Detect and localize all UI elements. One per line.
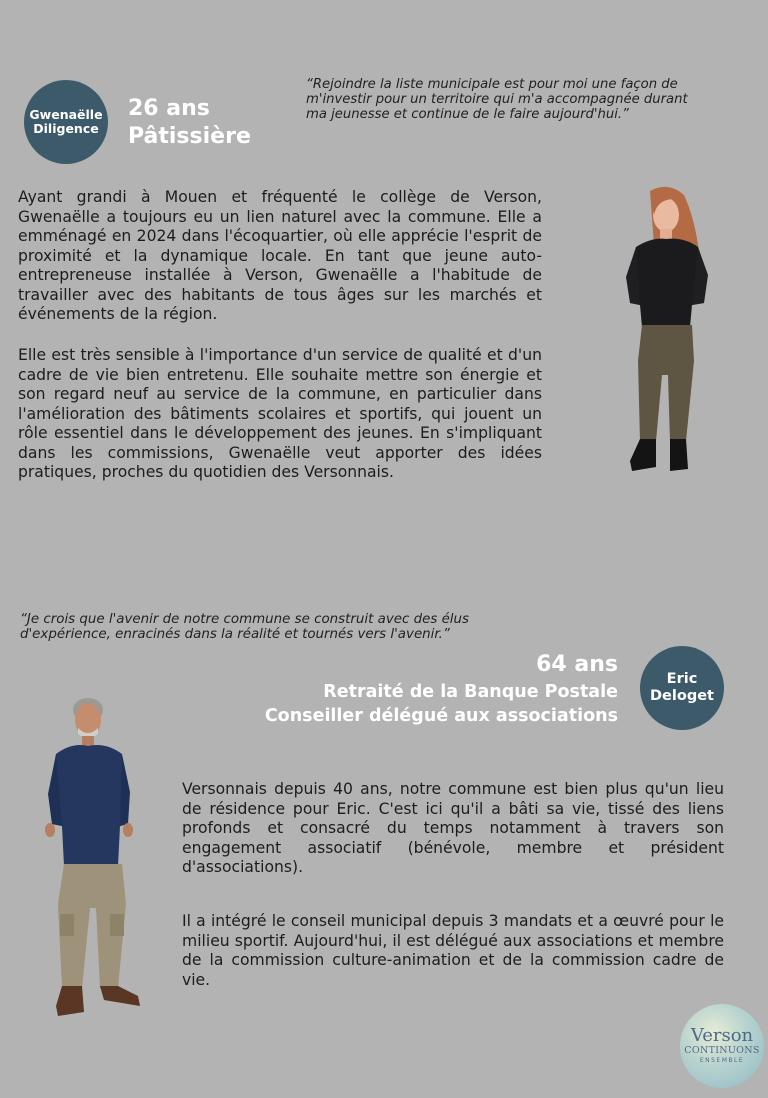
eric-photo <box>42 694 152 1024</box>
quote-eric <box>20 612 560 642</box>
quote-line: “Rejoindre la liste municipale est pour moi une façon de <box>306 77 678 92</box>
first-name: Gwenaëlle <box>29 106 103 122</box>
first-name: Eric <box>666 671 698 688</box>
last-name: Deloget <box>650 688 714 704</box>
logo-tagline: ENSEMBLE <box>699 1057 745 1064</box>
role-heading: Retraité de la Banque Postale <box>323 682 618 702</box>
name-badge-eric <box>640 646 724 730</box>
occupation-heading: Pâtissière <box>128 124 251 149</box>
name-badge-gwenaelle <box>24 80 108 164</box>
gwenaelle-photo <box>612 185 722 477</box>
bio-paragraph: Versonnais depuis 40 ans, notre commune est bien plus qu'un lieu de résidence pour Eric. C'est ici qu'il a bâti sa vie, tissé des liens profonds et consacré du temps notamment à travers son engagement associatif (bénévole, membre et président d'associations). <box>182 780 724 876</box>
bio-paragraph: Il a intégré le conseil municipal depuis 3 mandats et a œuvré pour le milieu sportif. Aujourd'hui, il est délégué aux associations et membre de la commission culture-animation et de la commission cadre de vie. <box>182 912 724 989</box>
verson-logo <box>680 1004 764 1088</box>
bio-paragraph: Ayant grandi à Mouen et fréquenté le collège de Verson, Gwenaëlle a toujours eu un lien naturel avec la commune. Elle a emménagé en 2024 dans l'écoquartier, où elle apprécie l'esprit de proximité et la dynamique locale. En tant que jeune auto-entrepreneuse installée à Verson, Gwenaëlle a l'habitude de travailler avec des habitants de tous âges sur les marchés et événements de la région. <box>18 188 542 323</box>
quote-line: ma jeunesse et continue de le faire aujourd'hui.” <box>306 107 629 122</box>
last-name: Diligence <box>33 121 99 136</box>
quote-gwenaelle <box>306 77 746 122</box>
quote-line: “Je crois que l'avenir de notre commune se construit avec des élus <box>20 612 469 627</box>
age-heading: 64 ans <box>536 652 618 677</box>
quote-line: d'expérience, enracinés dans la réalité et tournés vers l'avenir.” <box>20 627 450 642</box>
logo-subtitle: CONTINUONS <box>684 1045 760 1056</box>
role-heading: Conseiller délégué aux associations <box>264 706 618 726</box>
quote-line: m'investir pour un territoire qui m'a accompagnée durant <box>306 92 688 107</box>
bio-paragraph: Elle est très sensible à l'importance d'un service de qualité et d'un cadre de vie bien entretenu. Elle souhaite mettre son énergie et son regard neuf au service de la commune, en particulier dans l'amélioration des bâtiments scolaires et sportifs, qui jouent un rôle essentiel dans le développement des jeunes. En s'impliquant dans les commissions, Gwenaëlle veut apporter des idées pratiques, proches du quotidien des Versonnais. <box>18 346 542 481</box>
logo-title: Verson <box>690 1025 754 1046</box>
age-heading: 26 ans <box>128 96 210 121</box>
